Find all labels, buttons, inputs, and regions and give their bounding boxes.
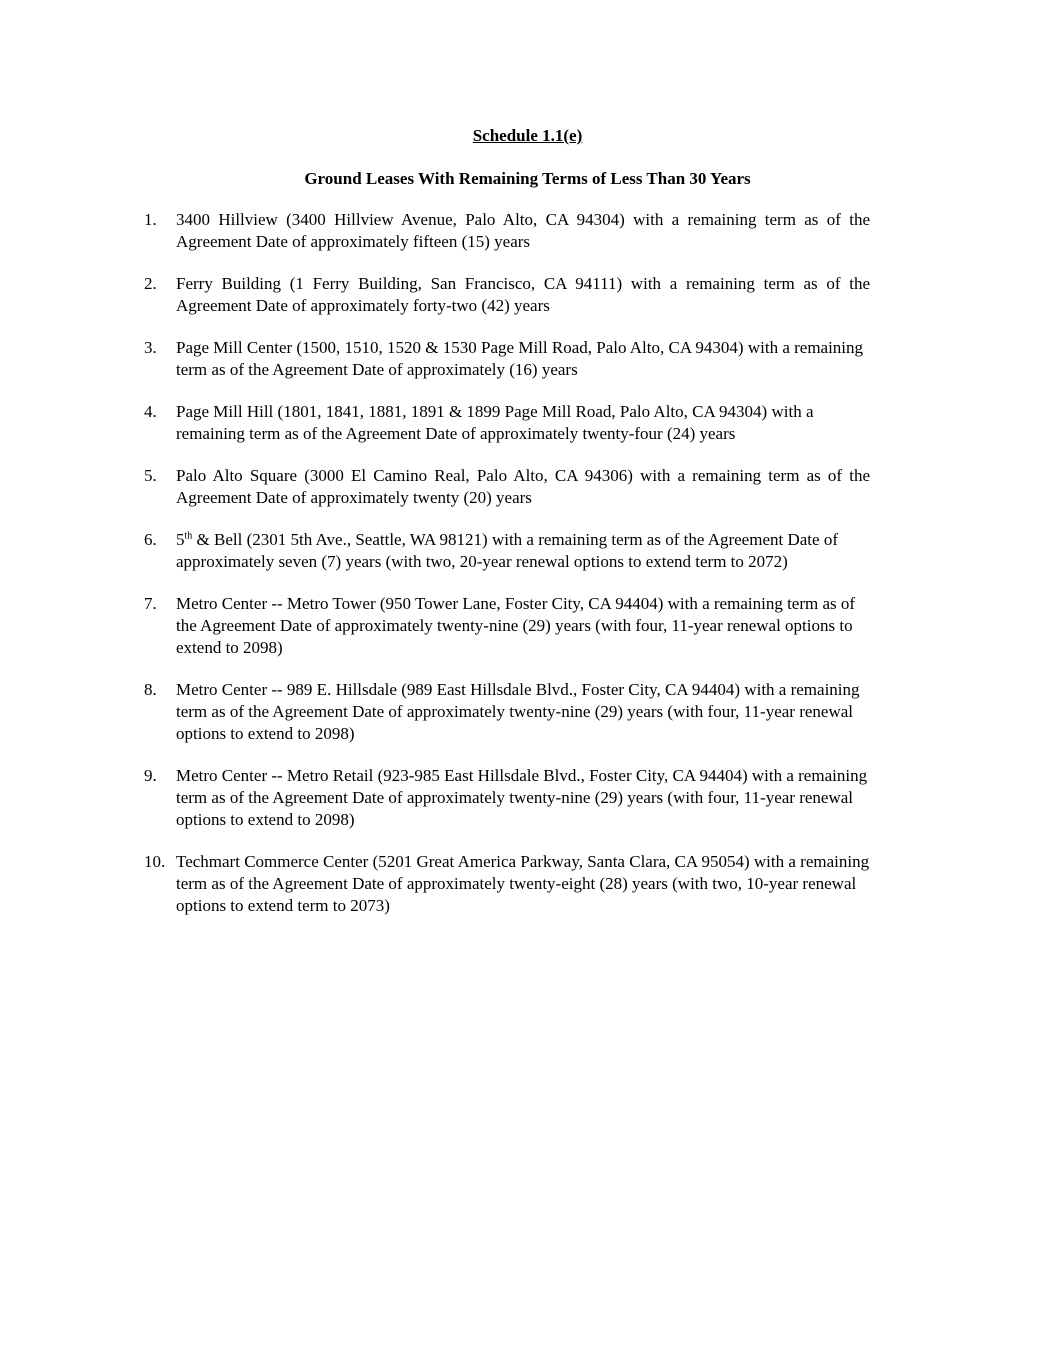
list-item-number: 7. <box>144 594 157 613</box>
list-item-text: Page Mill Center (1500, 1510, 1520 & 1530 Page Mill Road, Palo Alto, CA 94304) with a remaining term as of the Agreement Date of approximately (16) years <box>176 338 864 379</box>
list-item-number: 6. <box>144 530 157 549</box>
list-item <box>144 593 870 659</box>
list-item <box>144 273 870 317</box>
list-item-text-rest: & Bell (2301 5th Ave., Seattle, WA 98121) with a remaining term as of the Agreement Date of approximately seven (7) years (with two, 20-year renewal options to extend term to 2072) <box>176 530 838 571</box>
list-item <box>144 679 870 745</box>
list-item-number: 1. <box>144 210 157 229</box>
list-item <box>144 465 870 509</box>
document-heading: Ground Leases With Remaining Terms of Less Than 30 Years <box>304 169 751 188</box>
list-item <box>144 765 870 831</box>
list-item-number: 2. <box>144 274 157 293</box>
list-item-text: Techmart Commerce Center (5201 Great America Parkway, Santa Clara, CA 95054) with a remaining term as of the Agreement Date of approximately twenty-eight (28) years (with two, 10-year renewal options to extend term to 2073) <box>176 852 870 915</box>
list-item-number: 8. <box>144 680 157 699</box>
list-item-text-prefix: 5 <box>176 530 185 549</box>
list-item-number: 5. <box>144 466 157 485</box>
list-item <box>144 851 870 917</box>
list-item <box>144 337 870 381</box>
list-item-text <box>176 530 838 571</box>
list-item-text: 3400 Hillview (3400 Hillview Avenue, Palo Alto, CA 94304) with a remaining term as of the Agreement Date of approximately fifteen (15) years <box>176 210 870 251</box>
list-item-number: 10. <box>144 852 166 871</box>
list-item <box>144 529 870 573</box>
list-item-text: Metro Center -- Metro Retail (923-985 East Hillsdale Blvd., Foster City, CA 94404) with a remaining term as of the Agreement Date of approximately twenty-nine (29) years (with four, 11-year renewal options to extend to 2098) <box>176 766 868 829</box>
list-item-number: 9. <box>144 766 157 785</box>
list-item <box>144 209 870 253</box>
list-item-number: 3. <box>144 338 157 357</box>
list-item <box>144 401 870 445</box>
ordinal-superscript: th <box>184 530 193 542</box>
list-item-text: Palo Alto Square (3000 El Camino Real, Palo Alto, CA 94306) with a remaining term as of the Agreement Date of approximately twenty (20) years <box>176 466 870 507</box>
list-item-text: Metro Center -- Metro Tower (950 Tower Lane, Foster City, CA 94404) with a remaining term as of the Agreement Date of approximately twenty-nine (29) years (with four, 11-year renewal options to extend to 2098) <box>176 594 856 657</box>
lease-list <box>144 209 870 937</box>
list-item-number: 4. <box>144 402 157 421</box>
schedule-title: Schedule 1.1(e) <box>472 126 583 145</box>
list-item-text: Ferry Building (1 Ferry Building, San Francisco, CA 94111) with a remaining term as of the Agreement Date of approximately forty-two (42) years <box>176 274 870 315</box>
list-item-text: Metro Center -- 989 E. Hillsdale (989 East Hillsdale Blvd., Foster City, CA 94404) with a remaining term as of the Agreement Date of approximately twenty-nine (29) years (with four, 11-year renewal options to extend to 2098) <box>176 680 860 743</box>
list-item-text: Page Mill Hill (1801, 1841, 1881, 1891 & 1899 Page Mill Road, Palo Alto, CA 94304) with a remaining term as of the Agreement Date of approximately twenty-four (24) years <box>176 402 814 443</box>
